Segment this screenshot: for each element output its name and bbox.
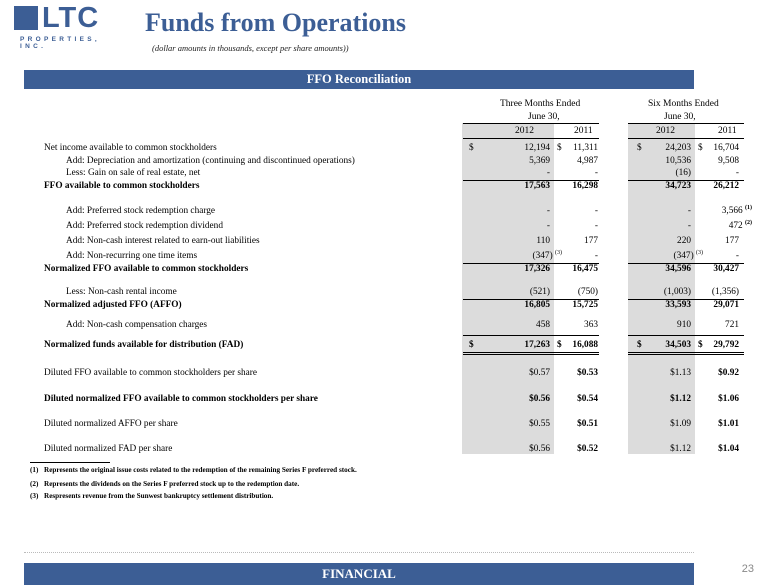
- row-label: Normalized adjusted FFO (AFFO): [44, 300, 182, 310]
- row-label: Add: Preferred stock redemption dividend: [66, 221, 223, 231]
- cell-q2-2011: $0.54: [577, 394, 598, 404]
- row-label: Add: Non-cash compensation charges: [66, 320, 208, 330]
- cell-h1-2011: [729, 221, 752, 231]
- cell-q2-2011: -: [594, 168, 598, 178]
- cell-q2-2012: 5,369: [529, 156, 550, 166]
- cell-h1-2011: 721: [725, 320, 739, 330]
- logo-subtext: PROPERTIES, INC.: [20, 36, 101, 50]
- cell-value: 3,566: [721, 206, 743, 216]
- cell-h1-2012: -: [687, 221, 691, 231]
- cell-q2-2011: 363: [584, 320, 598, 330]
- cell-h1-2012: 10,536: [665, 156, 691, 166]
- cell-h1-2011: -: [735, 251, 739, 261]
- row-label: Less: Gain on sale of real estate, net: [66, 168, 201, 178]
- cell-q2-2012: $0.56: [529, 394, 550, 404]
- footnote-ref: (1): [745, 204, 752, 211]
- table-row: [0, 143, 780, 156]
- year-col-2: 2011: [574, 126, 593, 136]
- cell-q2-2011: 16,088: [572, 340, 598, 350]
- dollar-sign: $: [469, 143, 474, 153]
- cell-h1-2012: (16): [675, 168, 691, 178]
- cell-q2-2011: 4,987: [577, 156, 598, 166]
- cell-q2-2012: 17,326: [524, 264, 550, 274]
- year-rule-1: [463, 138, 599, 139]
- col-group-six-months: Six Months Ended: [648, 99, 719, 109]
- cell-h1-2011: $1.01: [718, 419, 739, 429]
- cell-q2-2012: [533, 251, 562, 261]
- cell-h1-2011: 30,427: [713, 264, 739, 274]
- table-row: [0, 320, 780, 333]
- footnote-number: (2): [30, 480, 39, 488]
- cell-q2-2012: 17,263: [524, 340, 550, 350]
- table-row: [0, 444, 780, 457]
- cell-h1-2011: 29,792: [713, 340, 739, 350]
- cell-h1-2011: [722, 206, 752, 216]
- row-label: Normalized FFO available to common stockholders: [44, 264, 249, 274]
- table-row: [0, 206, 780, 219]
- cell-h1-2012: 34,503: [665, 340, 691, 350]
- footnote: [30, 492, 273, 500]
- footer-band: FINANCIAL: [24, 563, 694, 585]
- footnote: [30, 480, 299, 488]
- cell-h1-2012: -: [687, 206, 691, 216]
- year-col-4: 2011: [718, 126, 737, 136]
- table-row: [0, 236, 780, 249]
- cell-q2-2012: $0.56: [529, 444, 550, 454]
- dollar-sign: $: [698, 143, 703, 153]
- footnote-ref: (2): [745, 219, 752, 226]
- cell-q2-2012: -: [546, 206, 550, 216]
- row-label: Less: Non-cash rental income: [66, 287, 177, 297]
- total-rule: [628, 352, 744, 355]
- cell-h1-2011: -: [735, 168, 739, 178]
- cell-value: (347): [532, 251, 553, 261]
- footnote: [30, 466, 357, 474]
- cell-h1-2012: 34,596: [665, 264, 691, 274]
- cell-h1-2012: 24,203: [665, 143, 691, 153]
- cell-h1-2012: $1.13: [670, 368, 691, 378]
- cell-value: (347): [673, 251, 694, 261]
- cell-h1-2011: $0.92: [718, 368, 739, 378]
- cell-h1-2011: 26,212: [713, 181, 739, 191]
- cell-q2-2011: $0.52: [577, 444, 598, 454]
- table-row: [0, 221, 780, 234]
- cell-q2-2011: (750): [577, 287, 598, 297]
- footnote-ref: (3): [555, 249, 562, 256]
- cell-h1-2012: 910: [677, 320, 691, 330]
- col-sub-six: June 30,: [664, 112, 696, 122]
- cell-h1-2012: $1.12: [670, 394, 691, 404]
- footnote-ref: (3): [696, 249, 703, 256]
- subtotal-rule: [463, 335, 599, 336]
- cell-h1-2011: 177: [725, 236, 739, 246]
- cell-q2-2012: 16,805: [524, 300, 550, 310]
- cell-q2-2011: 16,298: [572, 181, 598, 191]
- table-row: [0, 264, 780, 277]
- dollar-sign: $: [637, 340, 642, 350]
- cell-q2-2011: 177: [584, 236, 598, 246]
- cell-h1-2012: $1.09: [670, 419, 691, 429]
- section-band: FFO Reconciliation: [24, 70, 694, 89]
- cell-q2-2011: -: [594, 251, 598, 261]
- cell-h1-2012: $1.12: [670, 444, 691, 454]
- row-label: FFO available to common stockholders: [44, 181, 200, 191]
- year-col-3: 2012: [656, 126, 675, 136]
- cell-q2-2012: 12,194: [524, 143, 550, 153]
- row-label: Add: Depreciation and amortization (continuing and discontinued operations): [66, 156, 355, 166]
- cell-h1-2012: (1,003): [663, 287, 691, 297]
- footnote-rule: [30, 462, 110, 463]
- header-rule-1: [463, 123, 599, 124]
- cell-h1-2011: 9,508: [718, 156, 739, 166]
- year-rule-2: [628, 138, 744, 139]
- dollar-sign: $: [698, 340, 703, 350]
- cell-q2-2012: -: [546, 168, 550, 178]
- row-label: Diluted normalized FFO available to common stockholders per share: [44, 394, 318, 404]
- col-group-three-months: Three Months Ended: [500, 99, 581, 109]
- cell-q2-2011: $0.53: [577, 368, 598, 378]
- cell-h1-2011: $1.04: [718, 444, 739, 454]
- cell-q2-2011: -: [594, 206, 598, 216]
- cell-q2-2011: 15,725: [572, 300, 598, 310]
- row-label: Add: Non-cash interest related to earn-out liabilities: [66, 236, 260, 246]
- table-row: [0, 368, 780, 381]
- cell-q2-2012: 458: [536, 320, 550, 330]
- table-row: [0, 300, 780, 313]
- col-sub-three: June 30,: [528, 112, 560, 122]
- row-label: Diluted normalized AFFO per share: [44, 419, 178, 429]
- dollar-sign: $: [637, 143, 642, 153]
- cell-h1-2012: 220: [677, 236, 691, 246]
- row-label: Diluted FFO available to common stockholders per share: [44, 368, 258, 378]
- table-row: [0, 181, 780, 194]
- dollar-sign: $: [557, 143, 562, 153]
- subtotal-rule: [628, 335, 744, 336]
- footnote-text: Represents the original issue costs related to the redemption of the remaining Series F preferred stock.: [44, 466, 357, 474]
- cell-h1-2012: [674, 251, 703, 261]
- page-title: Funds from Operations: [145, 8, 406, 37]
- dollar-sign: $: [469, 340, 474, 350]
- row-label: Add: Preferred stock redemption charge: [66, 206, 216, 216]
- cell-q2-2011: 16,475: [572, 264, 598, 274]
- cell-h1-2011: 29,071: [713, 300, 739, 310]
- cell-q2-2011: 11,311: [573, 143, 598, 153]
- page-number: 23: [741, 563, 754, 575]
- cell-q2-2012: (521): [529, 287, 550, 297]
- cell-q2-2012: 17,563: [524, 181, 550, 191]
- table-row: [0, 419, 780, 432]
- cell-q2-2012: $0.55: [529, 419, 550, 429]
- footer-divider: [24, 552, 694, 553]
- year-col-1: 2012: [515, 126, 534, 136]
- cell-h1-2011: $1.06: [718, 394, 739, 404]
- cell-h1-2012: 34,723: [665, 181, 691, 191]
- cell-q2-2012: $0.57: [529, 368, 550, 378]
- row-label: Net income available to common stockholders: [44, 143, 217, 153]
- page-subtitle: (dollar amounts in thousands, except per share amounts)): [152, 43, 349, 53]
- cell-q2-2012: -: [546, 221, 550, 231]
- row-label: Diluted normalized FAD per share: [44, 444, 173, 454]
- cell-h1-2012: 33,593: [665, 300, 691, 310]
- row-label: Normalized funds available for distribution (FAD): [44, 340, 244, 350]
- row-label: Add: Non-recurring one time items: [66, 251, 198, 261]
- cell-q2-2012: 110: [536, 236, 550, 246]
- total-rule: [463, 352, 599, 355]
- footnote-number: (3): [30, 492, 39, 500]
- cell-value: 472: [728, 221, 743, 231]
- logo-letters: LTC: [42, 2, 100, 34]
- dollar-sign: $: [557, 340, 562, 350]
- footnote-number: (1): [30, 466, 39, 474]
- footnote-text: Represents the dividends on the Series F preferred stock up to the redemption date.: [44, 480, 300, 488]
- footnote-text: Respresents revenue from the Sunwest bankruptcy settlement distribution.: [44, 492, 274, 500]
- cell-h1-2011: 16,704: [713, 143, 739, 153]
- cell-q2-2011: -: [594, 221, 598, 231]
- header-rule-2: [628, 123, 744, 124]
- cell-q2-2011: $0.51: [577, 419, 598, 429]
- cell-h1-2011: (1,356): [711, 287, 739, 297]
- table-row: [0, 394, 780, 407]
